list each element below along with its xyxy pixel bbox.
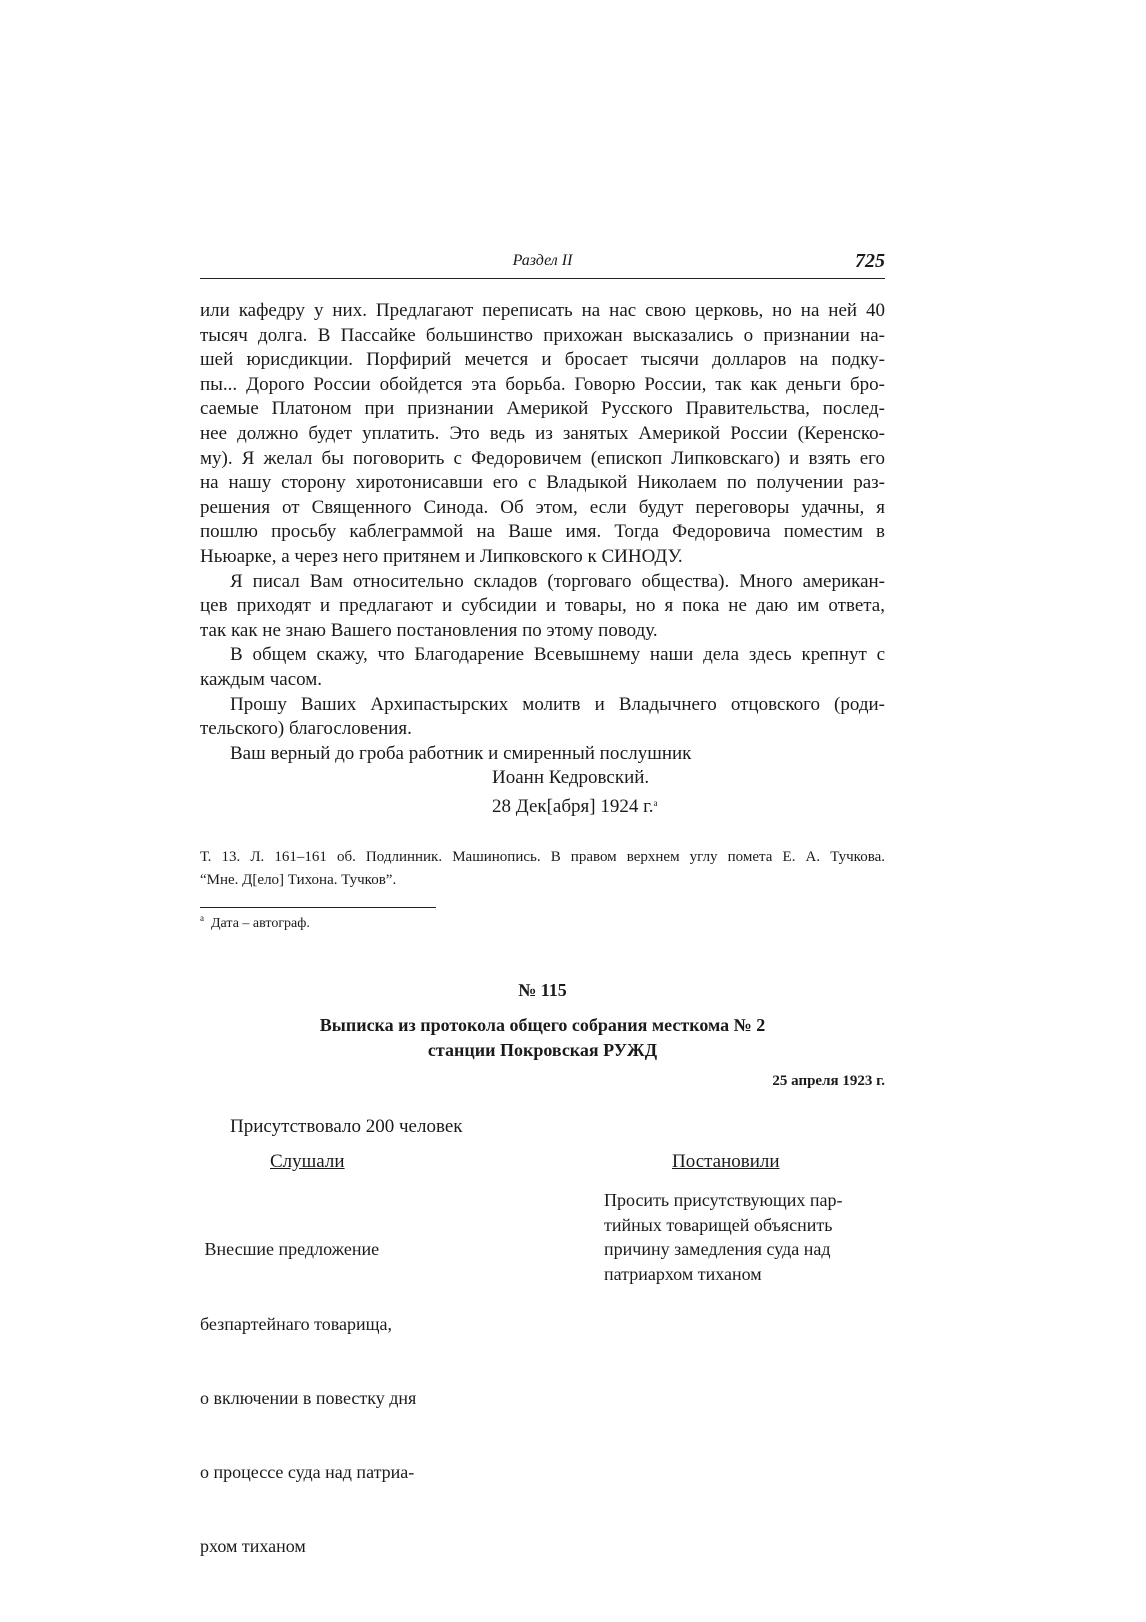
letter-body bbox=[200, 299, 885, 819]
text-line: шей юрисдикции. Порфирий мечется и бросает тысячи долларов на подку- bbox=[200, 349, 885, 371]
document-title-line: станции Покровская РУЖД bbox=[427, 1040, 658, 1060]
resolved-line: Просить присутствующих пар- bbox=[604, 1190, 843, 1210]
text-line: тысяч долга. В Пассайке большинство прихожан высказались о признании на- bbox=[200, 324, 885, 346]
text-line: пы... Дорого России обойдется эта борьба. Говорю России, так как деньги бро- bbox=[200, 373, 885, 395]
resolved-line: патриархом тиханом bbox=[604, 1264, 762, 1285]
heard-line: рхом тиханом bbox=[200, 1535, 306, 1556]
letter-date-text: 28 Дек[абря] 1924 г. bbox=[492, 795, 654, 817]
footnote bbox=[200, 913, 310, 932]
document-number: № 115 bbox=[518, 980, 567, 1000]
text-line: пошлю просьбу каблеграммой на Ваше имя. Тогда Федоровича поместим в bbox=[200, 521, 885, 543]
text-line: решения от Священного Синода. Об этом, если будут переговоры удачны, я bbox=[200, 496, 885, 518]
text-line: так как не знаю Вашего постановления по этому поводу. bbox=[200, 619, 658, 641]
text-line: Ваш верный до гроба работник и смиренный послушник bbox=[230, 742, 692, 764]
heard-line: безпартейнаго товарища, bbox=[200, 1313, 393, 1334]
text-line: или кафедру у них. Предлагают переписать на нас свою церковь, но на ней 40 bbox=[200, 300, 885, 321]
resolved-line: причину замедления суда над bbox=[604, 1239, 831, 1260]
text-line: В общем скажу, что Благодарение Всевышнему наши дела здесь крепнут с bbox=[230, 644, 885, 666]
letter-date bbox=[200, 791, 885, 820]
text-line: Прошу Ваших Архипастырских молитв и Владычнего отцовского (роди- bbox=[230, 693, 885, 715]
footnote-text: Дата – автограф. bbox=[211, 916, 310, 931]
heard-line: Внесшие предложение bbox=[200, 1239, 380, 1260]
text-line: тельского) благословения. bbox=[200, 718, 412, 740]
document-title-line: Выписка из протокола общего собрания месткома № 2 bbox=[319, 1015, 766, 1035]
resolved-column bbox=[604, 1188, 843, 1287]
attendance: Присутствовало 200 человек bbox=[230, 1116, 463, 1137]
footnote-mark: а bbox=[653, 797, 658, 808]
heard-line: о включении в повестку дня bbox=[200, 1387, 417, 1408]
text-line: цев приходят и предлагают и субсидии и товары, но я пока не даю им ответа, bbox=[200, 595, 885, 617]
running-header bbox=[200, 250, 885, 279]
text-line: саемые Платоном при признании Америкой Русского Правительства, послед- bbox=[200, 398, 885, 420]
document-date: 25 апреля 1923 г. bbox=[772, 1073, 885, 1089]
heard-line: о процессе суда над патриа- bbox=[200, 1461, 415, 1482]
source-note bbox=[200, 846, 885, 892]
page-number: 725 bbox=[855, 250, 885, 272]
signature: Иоанн Кедровский. bbox=[492, 767, 650, 789]
section-title: Раздел II bbox=[512, 252, 573, 269]
text-line: му). Я желал бы поговорить с Федоровичем (епископ Липковскаго) и взять его bbox=[200, 447, 885, 469]
footnote-divider bbox=[200, 907, 436, 908]
heard-heading: Слушали bbox=[270, 1151, 345, 1172]
document-title bbox=[200, 1013, 885, 1063]
resolved-line: тийных товарищей объяснить bbox=[604, 1214, 833, 1235]
text-line: Я писал Вам относительно складов (торговаго общества). Много американ- bbox=[230, 570, 885, 592]
text-line: на нашу сторону хиротонисавши его с Владыкой Николаем по получении раз- bbox=[200, 472, 885, 494]
source-note-line: “Мне. Д[ело] Тихона. Тучков”. bbox=[200, 872, 397, 888]
heard-column bbox=[200, 1188, 416, 1583]
text-line: каждым часом. bbox=[200, 668, 323, 690]
resolved-heading: Постановили bbox=[672, 1151, 780, 1172]
text-line: Ньюарке, а через него притянем и Липковского к СИНОДУ. bbox=[200, 545, 683, 567]
footnote-mark: а bbox=[200, 913, 204, 923]
text-line: нее должно будет уплатить. Это ведь из занятых Америкой России (Керенско- bbox=[200, 422, 885, 444]
source-note-line: Т. 13. Л. 161–161 об. Подлинник. Машинопись. В правом верхнем углу помета Е. А. Тучкова. bbox=[200, 849, 885, 865]
